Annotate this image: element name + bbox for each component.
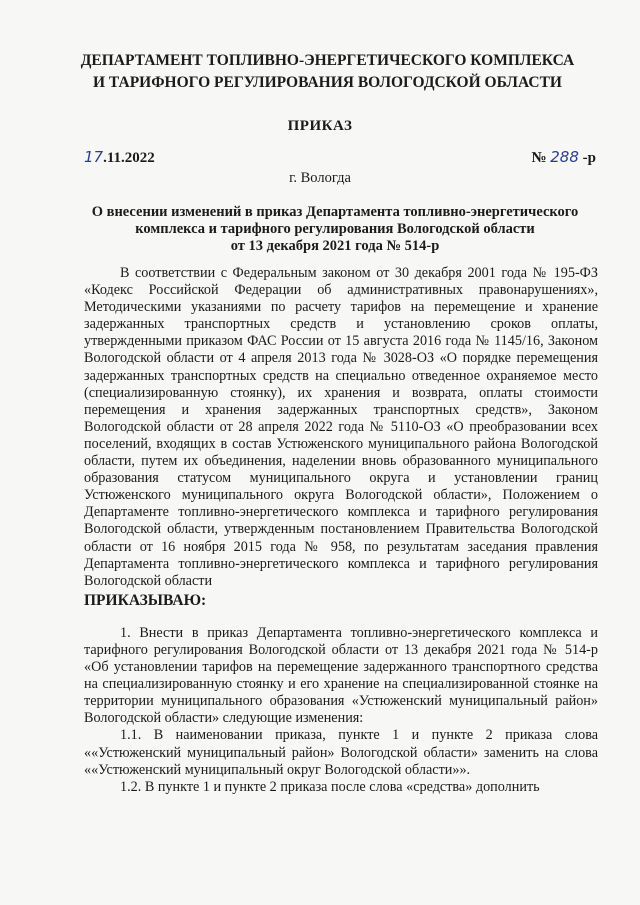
item-1-2-paragraph: 1.2. В пункте 1 и пункте 2 приказа после слова «средства» дополнить [120,778,540,795]
number-suffix: -р [578,150,596,166]
city: г. Вологда [289,170,351,186]
preamble-paragraph: В соответствии с Федеральным законом от 30 декабря 2001 года № 195-ФЗ «Кодекс Российской Федерации об административных правонарушениях», Методическими указаниями по расчету тарифов на перемещение и хранение задержанных транспортных средств и установлению сроков оплаты, утвержденными приказом ФАС России от 15 августа 2016 года № 1145/16, Законом Вологодской области от 4 апреля 2013 года № 3028-ОЗ «О порядке перемещения задержанных транспортных средств на специально отведенное охраняемое место (специализированную стоянку), их хранения и возврата, оплаты стоимости перемещения и хранения задержанных транспортных средств», Законом Вологодской области от 28 апреля 2022 года № 5110-ОЗ «О преобразовании всех поселений, входящих в состав Устюженского муниципального района Вологодской области, путем их объединения, наделении вновь образованного муниципального образования статусом муниципального округа и установлении границ Устюженского муниципального округа Вологодской области», Положением о Департаменте топливно-энергетического комплекса и тарифного регулирования Вологодской области, утвержденным постановлением Правительства Вологодской области от 16 ноября 2015 года № 958, по результатам заседания правления Департамента топливно-энергетического комплекса и тарифного регулирования Вологодской области [84,265,598,589]
order-number [531,148,596,167]
subject-line-3: от 13 декабря 2021 года № 514-р [230,238,440,254]
department-header [60,50,595,94]
order-subject [70,204,600,255]
order-title: ПРИКАЗ [287,118,353,134]
order-date [84,148,155,167]
item-1-1-paragraph: 1.1. В наименовании приказа, пункте 1 и пункте 2 приказа слова ««Устюженский муниципальный район» Вологодской области» заменить на слова ««Устюженский муниципальный округ Вологодской области»». [84,727,598,778]
item-1-paragraph: 1. Внести в приказ Департамента топливно-энергетического комплекса и тарифного регулирования Вологодской области от 13 декабря 2021 года № 514-р «Об установлении тарифов на перемещение задержанного транспортного средства на специализированную стоянку и его хранение на специализированной стоянке на территории муниципального образования «Устюженский муниципальный район» Вологодской области» следующие изменения: [84,624,598,727]
decree-word: ПРИКАЗЫВАЮ: [84,591,207,609]
handwritten-number: 288 [550,148,579,166]
handwritten-day: 17 [84,148,104,166]
subject-line-1: О внесении изменений в приказ Департамента топливно-энергетического [91,204,579,220]
date-rest: .11.2022 [103,150,155,166]
header-line-1: ДЕПАРТАМЕНТ ТОПЛИВНО-ЭНЕРГЕТИЧЕСКОГО КОМПЛЕКСА [80,52,575,69]
subject-line-2: комплекса и тарифного регулирования Вологодской области [135,221,535,237]
document-body [84,265,598,796]
header-line-2: И ТАРИФНОГО РЕГУЛИРОВАНИЯ ВОЛОГОДСКОЙ ОБЛАСТИ [93,74,562,91]
number-prefix: № [531,150,551,166]
